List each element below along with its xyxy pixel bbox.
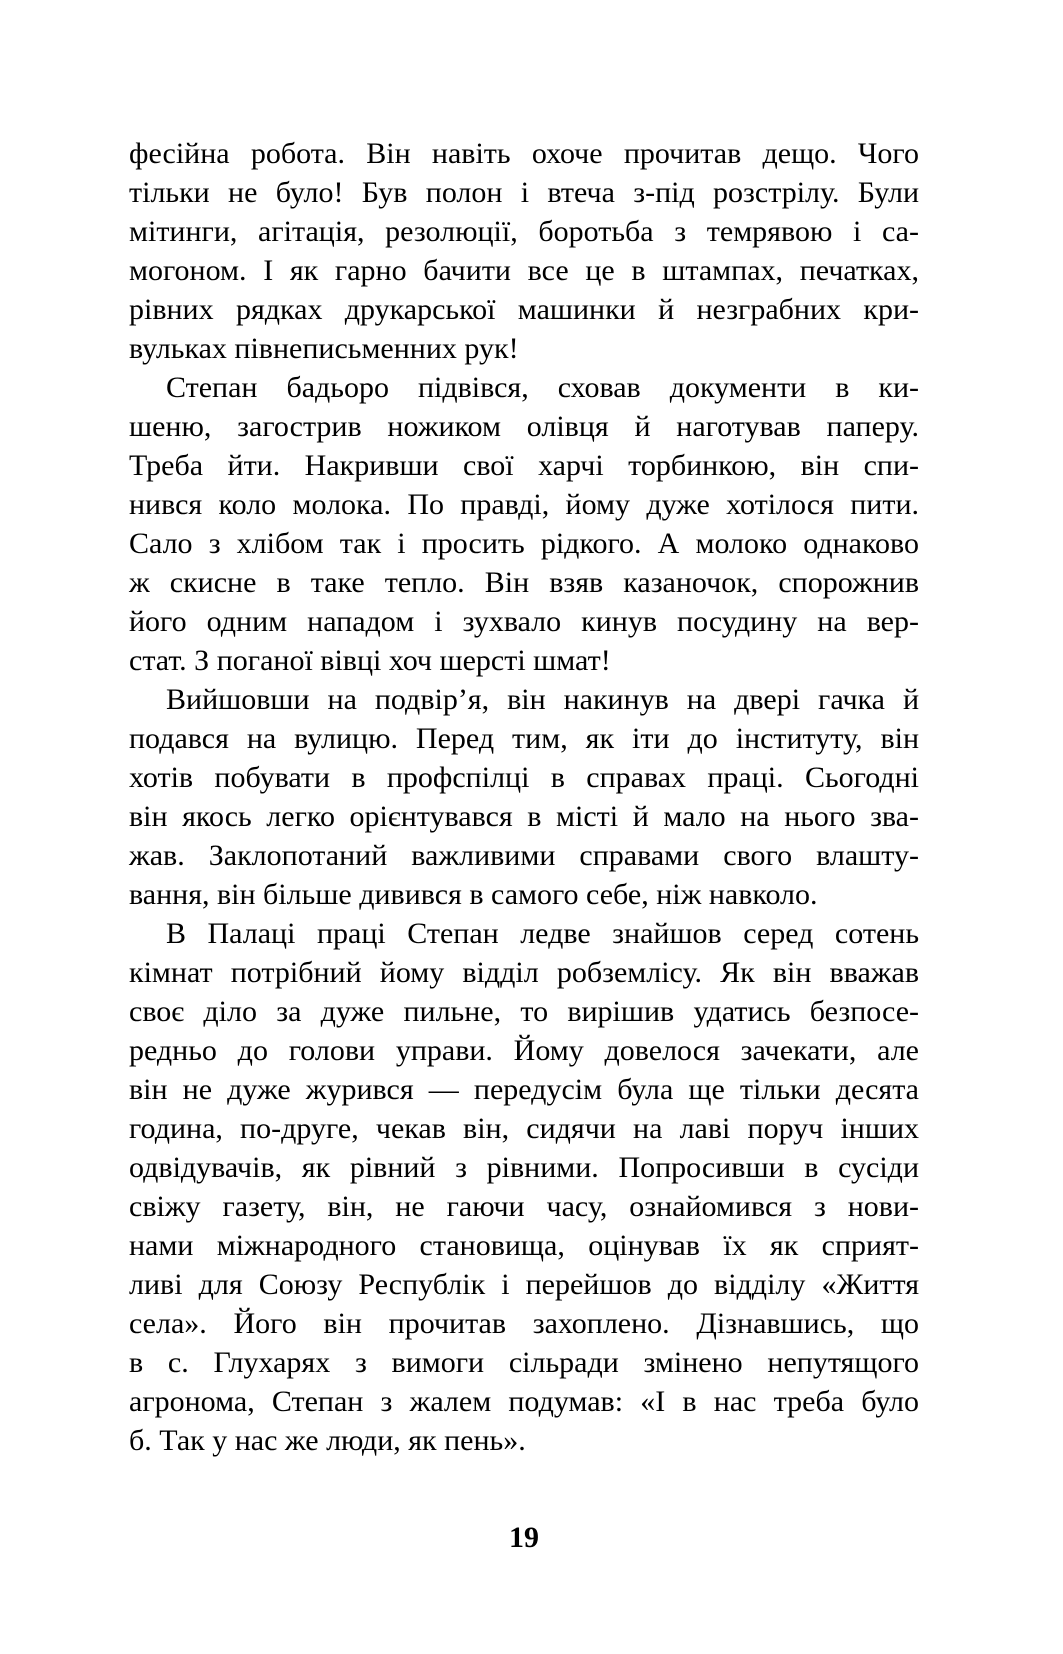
- paragraph-4-line-5: він не дуже журився — передусім була ще тільки десята: [129, 1073, 919, 1106]
- paragraph-3-line-5: жав. Заклопотаний важливими справами свого влашту-: [129, 839, 919, 872]
- paragraph-4-line-14: б. Так у нас же люди, як пень».: [129, 1424, 526, 1457]
- paragraph-4-line-10: ливі для Союзу Республік і перейшов до відділу «Життя: [129, 1268, 919, 1301]
- paragraph-3-line-1: Вийшовши на подвір’я, він накинув на двері гачка й: [166, 683, 919, 716]
- paragraph-1-line-4: могоном. І як гарно бачити все це в штампах, печатках,: [129, 254, 919, 287]
- paragraph-2-line-8: стат. З поганої вівці хоч шерсті шмат!: [129, 644, 611, 677]
- text-block: [129, 134, 919, 1460]
- page-number: 19: [509, 1521, 539, 1554]
- paragraph-1-line-5: рівних рядках друкарської машинки й незграбних кри-: [129, 293, 919, 326]
- paragraph-2-line-3: Треба йти. Накривши свої харчі торбинкою, він спи-: [129, 449, 919, 482]
- paragraph-2-line-4: нився коло молока. По правді, йому дуже хотілося пити.: [129, 488, 919, 521]
- paragraph-4-line-12: в с. Глухарях з вимоги сільради змінено непутящого: [129, 1346, 919, 1379]
- paragraph-1-line-6: вульках півнеписьменних рук!: [129, 332, 519, 365]
- paragraph-4-line-6: година, по-друге, чекав він, сидячи на лаві поруч інших: [129, 1112, 919, 1145]
- paragraph-2-line-2: шеню, загострив ножиком олівця й наготував паперу.: [129, 410, 919, 443]
- paragraph-4-line-2: кімнат потрібний йому відділ робземлісу. Як він вважав: [129, 956, 919, 989]
- paragraph-2-line-6: ж скисне в таке тепло. Він взяв казаночок, спорожнив: [129, 566, 919, 599]
- paragraph-4-line-3: своє діло за дуже пильне, то вирішив удатись безпосе-: [129, 995, 919, 1028]
- paragraph-4-line-4: редньо до голови управи. Йому довелося зачекати, але: [129, 1034, 919, 1067]
- paragraph-4-line-11: села». Його він прочитав захоплено. Дізнавшись, що: [129, 1307, 919, 1340]
- paragraph-1-line-3: мітинги, агітація, резолюції, боротьба з темрявою і са-: [129, 215, 919, 248]
- paragraph-2-line-1: Степан бадьоро підвівся, сховав документи в ки-: [166, 371, 919, 404]
- paragraph-1-line-1: фесійна робота. Він навіть охоче прочитав дещо. Чого: [129, 137, 919, 170]
- paragraph-2-line-7: його одним нападом і зухвало кинув посудину на вер-: [129, 605, 919, 638]
- paragraph-3-line-4: він якось легко орієнтувався в місті й мало на нього зва-: [129, 800, 919, 833]
- paragraph-3-line-2: подався на вулицю. Перед тим, як іти до інституту, він: [129, 722, 919, 755]
- paragraph-1-line-2: тільки не було! Був полон і втеча з-під розстрілу. Були: [129, 176, 919, 209]
- paragraph-4-line-1: В Палаці праці Степан ледве знайшов серед сотень: [166, 917, 919, 950]
- paragraph-4-line-8: свіжу газету, він, не гаючи часу, ознайомився з нови-: [129, 1190, 919, 1223]
- paragraph-4-line-13: агронома, Степан з жалем подумав: «І в нас треба було: [129, 1385, 919, 1418]
- paragraph-4-line-9: нами міжнародного становища, оцінував їх як сприят-: [129, 1229, 919, 1262]
- paragraph-3-line-3: хотів побувати в профспілці в справах праці. Сьогодні: [129, 761, 919, 794]
- paragraph-4-line-7: одвідувачів, як рівний з рівними. Попросивши в сусіди: [129, 1151, 919, 1184]
- paragraph-2-line-5: Сало з хлібом так і просить рідкого. А молоко однаково: [129, 527, 919, 560]
- paragraph-3-line-6: вання, він більше дивився в самого себе, ніж навколо.: [129, 878, 818, 911]
